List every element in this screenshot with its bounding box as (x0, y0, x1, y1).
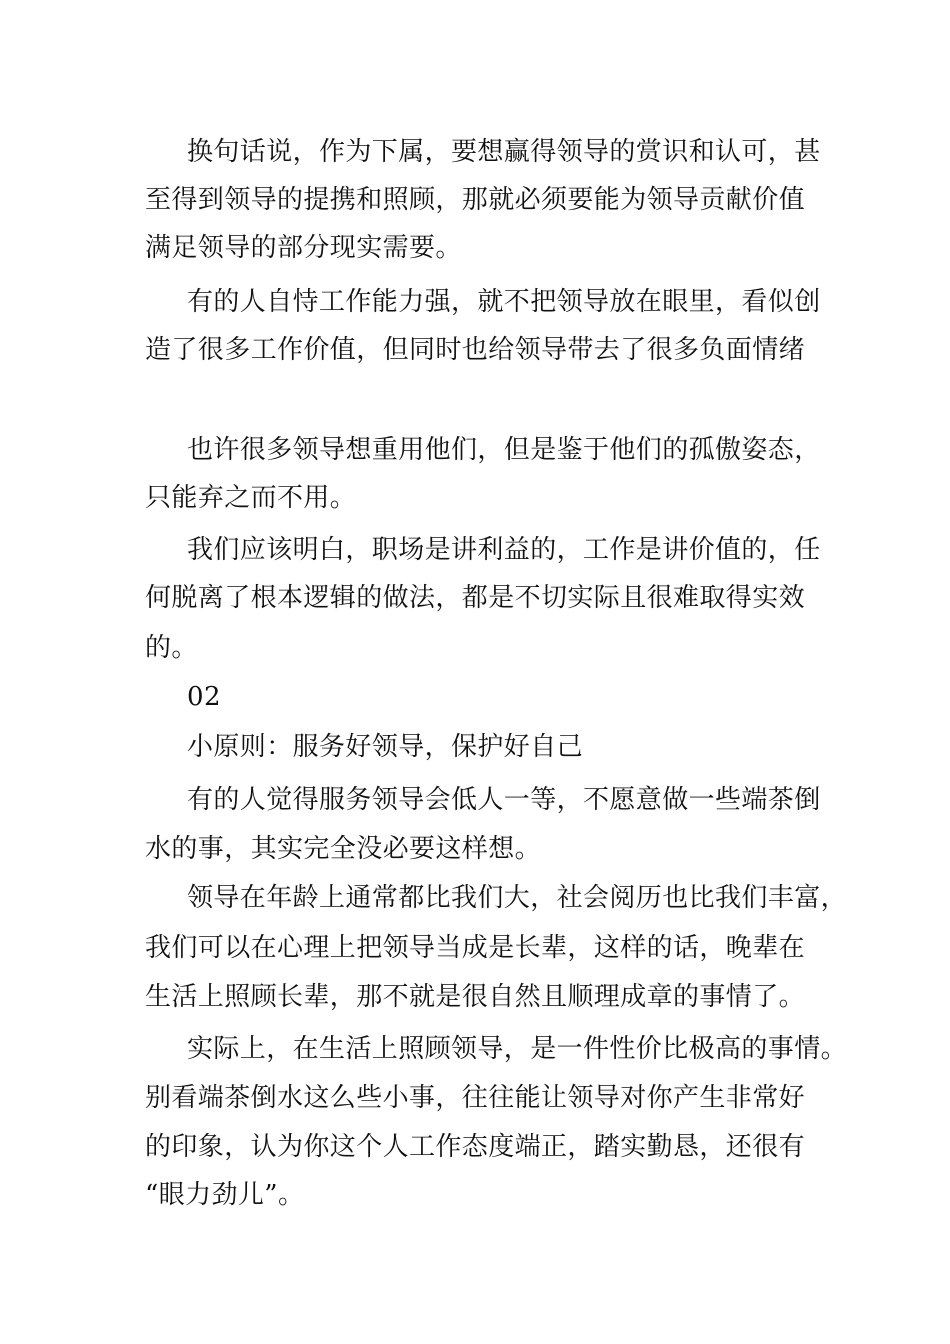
paragraph-line: 只能弃之而不用。 (145, 483, 357, 513)
paragraph-line: 我们可以在心理上把领导当成是长辈，这样的话，晚辈在 (145, 933, 806, 963)
paragraph-line: 领导在年龄上通常都比我们大，社会阅历也比我们丰富， (187, 883, 848, 913)
paragraph-line: 别看端茶倒水这么些小事，往往能让领导对你产生非常好 (145, 1083, 806, 1113)
paragraph-line: 何脱离了根本逻辑的做法，都是不切实际且很难取得实效 (145, 583, 806, 613)
section-heading: 小原则：服务好领导，保护好自己 (187, 732, 584, 762)
paragraph-line: 也许很多领导想重用他们，但是鉴于他们的孤傲姿态， (187, 435, 821, 465)
paragraph-line: 造了很多工作价值，但同时也给领导带去了很多负面情绪 (145, 335, 806, 365)
paragraph-line: 生活上照顾长辈，那不就是很自然且顺理成章的事情了。 (145, 982, 806, 1012)
paragraph-line: 我们应该明白，职场是讲利益的，工作是讲价值的，任 (187, 535, 821, 565)
paragraph-line: 至得到领导的提携和照顾，那就必须要能为领导贡献价值 (145, 185, 806, 215)
paragraph-line: “眼力劲儿”。 (145, 1180, 305, 1210)
paragraph-line: 满足领导的部分现实需要。 (145, 233, 462, 263)
section-number: 02 (187, 682, 221, 712)
paragraph-line: 有的人自恃工作能力强，就不把领导放在眼里，看似创 (187, 287, 821, 317)
paragraph-line: 水的事，其实完全没必要这样想。 (145, 834, 542, 864)
paragraph-line: 实际上，在生活上照顾领导，是一件性价比极高的事情。 (187, 1034, 848, 1064)
paragraph-line: 的。 (145, 633, 198, 663)
paragraph-line: 的印象，认为你这个人工作态度端正，踏实勤恳，还很有 (145, 1132, 806, 1162)
paragraph-line: 换句话说，作为下属，要想赢得领导的赏识和认可，甚 (187, 137, 821, 167)
paragraph-line: 有的人觉得服务领导会低人一等，不愿意做一些端茶倒 (187, 785, 821, 815)
